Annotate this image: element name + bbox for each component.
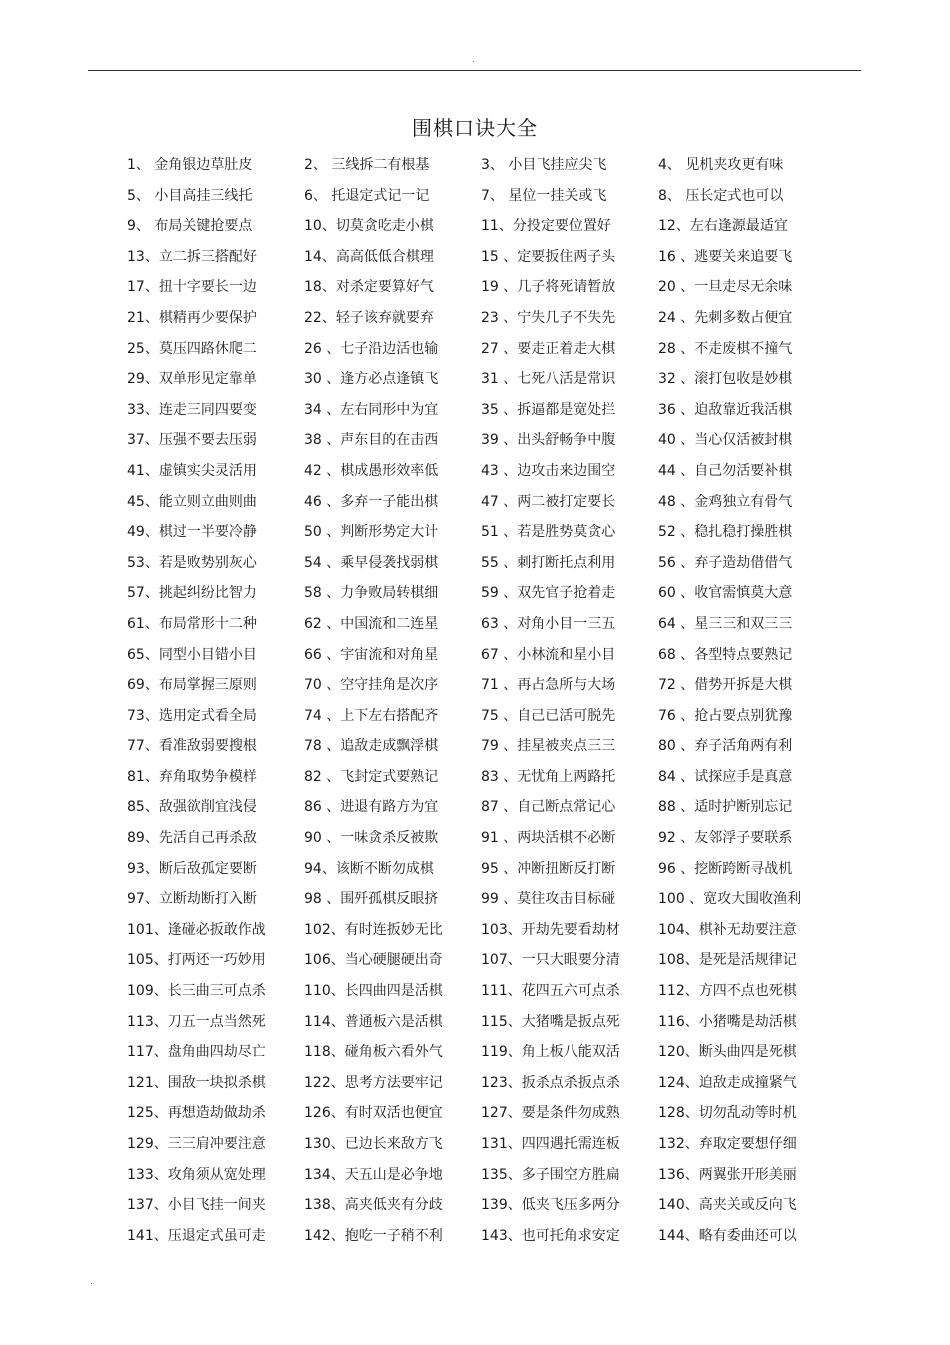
proverb-entry: 20 、一旦走尽无余味 [658,279,793,296]
proverb-entry: 16 、逃要关来追要飞 [658,248,793,265]
proverb-entry: 126、有时双活也便宜 [304,1105,443,1122]
proverb-entry: 107、一只大眼要分清 [481,952,620,969]
proverb-entry: 119、角上板八能双活 [481,1044,620,1061]
proverb-entry: 48 、金鸡独立有骨气 [658,493,793,510]
proverb-entry: 50 、判断形势定大计 [304,524,439,541]
proverb-entry: 54 、乘早侵袭找弱棋 [304,554,439,571]
proverb-entry: 77、看准敌弱要搜根 [127,738,257,755]
proverb-entry: 110、长四曲四是活棋 [304,983,443,1000]
proverb-entry: 115、大猪嘴是扳点死 [481,1013,620,1030]
proverb-entry: 124、迫敌走成撞紧气 [658,1074,797,1091]
proverb-entry: 123、扳杀点杀扳点杀 [481,1074,620,1091]
proverb-entry: 17、扭十字要长一边 [127,279,257,296]
proverb-entry: 129、三三肩冲要注意 [127,1136,266,1152]
proverb-entry: 75 、自己已活可脱先 [481,707,616,724]
proverb-entry: 130、已边长来敌方飞 [304,1136,443,1152]
proverb-entry: 43 、边攻击来边围空 [481,462,616,479]
proverb-entry: 44 、自己勿活要补棋 [658,462,793,479]
proverb-entry: 125、再想造劫做劫杀 [127,1105,266,1122]
proverb-entry: 92 、友邻浮子要联系 [658,830,793,847]
proverb-entry: 95 、冲断扭断反打断 [481,860,616,877]
proverb-entry: 21、棋精再少要保护 [127,309,257,326]
proverb-entry: 143、也可托角求安定 [481,1227,620,1244]
proverb-entry: 46 、多弃一子能出棋 [304,493,439,510]
proverb-entry: 101、逢碰必扳敢作战 [127,921,266,938]
header-dot-mark: . [472,55,475,65]
proverb-entry: 42 、棋成愚形效率低 [304,462,439,479]
proverb-entry: 138、高夹低夹有分歧 [304,1197,443,1214]
proverb-entry: 117、盘角曲四劫尽亡 [127,1044,266,1061]
proverb-entry: 88 、适时护断别忘记 [658,799,793,816]
proverb-entry: 94、该断不断勿成棋 [304,860,434,877]
proverb-entry: 62 、中国流和二连星 [304,615,439,632]
proverb-entry: 116、小猪嘴是劫活棋 [658,1013,797,1030]
page-title: 围棋口诀大全 [412,116,538,140]
proverb-entry: 66 、宇宙流和对角星 [304,646,439,663]
proverb-entry: 10、切莫贪吃走小棋 [304,218,434,235]
proverb-entry: 91 、两块活棋不必断 [481,830,616,847]
proverb-entry: 30 、逢方必点逢镇飞 [304,371,439,388]
proverb-entry: 35 、拆逼都是宽处拦 [481,401,616,418]
proverb-entry: 86 、进退有路方为宜 [304,799,439,816]
proverb-entry: 3、 小目飞挂应尖飞 [481,157,607,173]
proverb-entry: 36 、迫敌靠近我活棋 [658,401,793,418]
proverb-entry: 8、 压长定式也可以 [658,187,784,204]
proverb-entry: 70 、空守挂角是次序 [304,677,439,694]
proverb-entry: 56 、弃子造劫借借气 [658,554,793,571]
proverb-entry: 122、思考方法要牢记 [304,1074,443,1091]
proverb-entry: 41、虚镇实尖灵活用 [127,462,257,479]
proverb-entry: 25、莫压四路休爬二 [127,340,257,357]
proverb-entry: 52 、稳扎稳打操胜棋 [658,524,793,541]
proverb-entry: 47 、两二被打定要长 [481,493,616,510]
proverb-entry: 45、能立则立曲则曲 [127,493,257,510]
proverb-entry: 23 、宁失几子不失先 [481,309,616,326]
proverb-entry: 83 、无忧角上两路托 [481,768,616,785]
proverb-entry: 84 、试探应手是真意 [658,768,793,785]
proverb-entry: 137、小目飞挂一间夹 [127,1197,266,1214]
proverb-grid [127,150,827,1251]
proverb-entry: 100 、宽攻大围收渔利 [658,891,802,908]
proverb-entry: 49、棋过一半要冷静 [127,524,257,541]
proverb-entry: 53、若是败势别灰心 [127,554,257,571]
proverb-entry: 114、普通板六是活棋 [304,1013,443,1030]
proverb-entry: 135、多子围空方胜扁 [481,1166,620,1183]
proverb-entry: 15 、定要扳住两子头 [481,248,616,265]
header-rule [88,70,861,71]
proverb-entry: 11、分投定要位置好 [481,218,611,235]
proverb-entry: 76 、抢占要点别犹豫 [658,707,793,724]
proverb-entry: 85、敌强欲削宜浅侵 [127,799,257,816]
proverb-entry: 99 、莫往攻击目标碰 [481,891,616,908]
proverb-entry: 67 、小林流和星小目 [481,646,616,663]
proverb-entry: 59 、双先官子抢着走 [481,585,616,602]
proverb-entry: 81、弃角取势争模样 [127,768,257,785]
proverb-entry: 65、同型小目错小目 [127,646,257,663]
proverb-entry: 112、方四不点也死棋 [658,983,797,1000]
proverb-entry: 39 、出头舒畅争中腹 [481,432,616,449]
proverb-entry: 71 、再占急所与大场 [481,677,616,694]
proverb-entry: 13、立二拆三搭配好 [127,248,257,265]
proverb-entry: 96 、挖断跨断寻战机 [658,860,793,877]
proverb-entry: 136、两翼张开形美丽 [658,1166,797,1183]
proverb-entry: 28 、不走废棋不撞气 [658,340,793,357]
proverb-entry: 78 、追敌走成飘浮棋 [304,738,439,755]
proverb-entry: 6、 托退定式记一记 [304,187,430,204]
proverb-entry: 98 、围歼孤棋反眼挤 [304,891,439,908]
proverb-entry: 139、低夹飞压多两分 [481,1197,620,1214]
proverb-entry: 82 、飞封定式要熟记 [304,768,439,785]
proverb-entry: 80 、弃子活角两有利 [658,738,793,755]
proverb-entry: 64 、星三三和双三三 [658,615,793,632]
footer-dot-mark: . [90,1277,93,1287]
proverb-entry: 141、压退定式虽可走 [127,1227,266,1244]
proverb-entry: 89、先活自己再杀敌 [127,830,257,847]
proverb-entry: 118、碰角板六看外气 [304,1044,443,1061]
proverb-entry: 5、 小目高挂三线托 [127,187,253,204]
proverb-entry: 69、布局掌握三原则 [127,677,257,694]
proverb-entry: 55 、刺打断托点利用 [481,554,616,571]
proverb-entry: 87 、自己断点常记心 [481,799,616,816]
proverb-entry: 2、 三线拆二有根基 [304,157,430,173]
proverb-entry: 1、 金角银边草肚皮 [127,157,253,173]
proverb-entry: 106、当心硬腿硬出奇 [304,952,443,969]
proverb-entry: 132、弃取定要想仔细 [658,1136,797,1152]
proverb-entry: 133、攻角须从宽处理 [127,1166,266,1183]
proverb-entry: 97、立断劫断打入断 [127,891,257,908]
proverb-entry: 113、刀五一点当然死 [127,1013,266,1030]
proverb-entry: 33、连走三同四要变 [127,401,257,418]
proverb-entry: 18、对杀定要算好气 [304,279,434,296]
proverb-entry: 34 、左右同形中为宜 [304,401,439,418]
proverb-entry: 104、棋补无劫要注意 [658,921,797,938]
proverb-entry: 102、有时连扳妙无比 [304,921,443,938]
proverb-entry: 128、切勿乱动等时机 [658,1105,797,1122]
proverb-entry: 37、压强不要去压弱 [127,432,257,449]
proverb-entry: 108、是死是活规律记 [658,952,797,969]
proverb-entry: 12、左右逢源最适宜 [658,218,788,235]
proverb-entry: 63 、对角小目一三五 [481,615,616,632]
proverb-entry: 32 、滚打包收是妙棋 [658,371,793,388]
proverb-entry: 26 、七子沿边活也输 [304,340,439,357]
proverb-entry: 68 、各型特点要熟记 [658,646,793,663]
proverb-entry: 140、高夹关或反向飞 [658,1197,797,1214]
proverb-entry: 29、双单形见定靠单 [127,371,257,388]
proverb-entry: 103、开劫先要看劫材 [481,921,620,938]
proverb-entry: 9、 布局关键抢要点 [127,218,253,235]
proverb-entry: 93、断后敌孤定要断 [127,860,257,877]
proverb-entry: 14、高高低低合棋理 [304,248,434,265]
proverb-entry: 7、 星位一挂关或飞 [481,187,607,204]
proverb-entry: 131、四四遇托需连板 [481,1136,620,1152]
proverb-entry: 22、轻子该弃就要弃 [304,309,434,326]
proverb-entry: 127、要是条件勿成熟 [481,1105,620,1122]
proverb-entry: 73、选用定式看全局 [127,707,257,724]
proverb-entry: 38 、声东目的在击西 [304,432,439,449]
proverb-entry: 111、花四五六可点杀 [481,983,620,1000]
proverb-entry: 58 、力争败局转棋细 [304,585,439,602]
proverb-entry: 79 、挂星被夹点三三 [481,738,616,755]
proverb-entry: 40 、当心仅活被封棋 [658,432,793,449]
proverb-entry: 109、长三曲三可点杀 [127,983,266,1000]
proverb-entry: 121、围敌一块拟杀棋 [127,1074,266,1091]
proverb-entry: 24 、先刺多数占便宜 [658,309,793,326]
proverb-entry: 142、抱吃一子稍不利 [304,1227,443,1244]
proverb-entry: 105、打两还一巧妙用 [127,952,266,969]
proverb-entry: 90 、一味贪杀反被欺 [304,830,439,847]
proverb-entry: 120、断头曲四是死棋 [658,1044,797,1061]
proverb-entry: 134、天五山是必争地 [304,1166,443,1183]
proverb-entry: 31 、七死八活是常识 [481,371,616,388]
proverb-entry: 4、 见机夹攻更有味 [658,157,784,173]
proverb-entry: 27 、要走正着走大棋 [481,340,616,357]
proverb-entry: 57、挑起纠纷比智力 [127,585,257,602]
proverb-entry: 61、布局常形十二种 [127,615,257,632]
proverb-entry: 74 、上下左右搭配齐 [304,707,439,724]
proverb-entry: 51 、若是胜势莫贪心 [481,524,616,541]
proverb-entry: 60 、收官需慎莫大意 [658,585,793,602]
proverb-entry: 144、略有委曲还可以 [658,1227,797,1244]
proverb-entry: 72 、借势开拆是大棋 [658,677,793,694]
proverb-entry: 19 、几子将死请暂放 [481,279,616,296]
